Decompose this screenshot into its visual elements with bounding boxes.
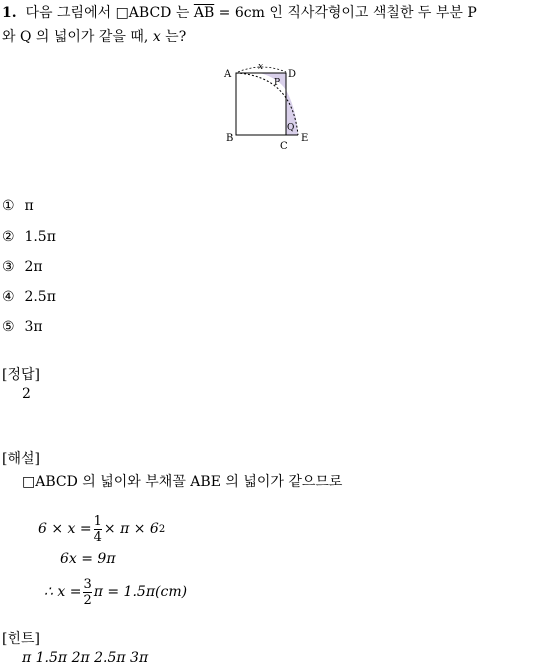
answer-value: 2 [22, 386, 31, 402]
shaded-region-p [260, 73, 286, 90]
label-c: C [280, 141, 288, 152]
equation-2: 6x = 9π [60, 551, 116, 567]
label-q: Q [287, 123, 295, 133]
choice-mark: ⑤ [2, 319, 15, 335]
question-text-1b: = 6cm 인 직사각형이고 색칠한 두 부분 P [214, 5, 477, 21]
solution-header: [해설] [2, 451, 40, 467]
fraction-numerator: 1 [93, 513, 102, 529]
equation-3 [44, 572, 187, 612]
choice-text: π [24, 198, 34, 214]
choice-1[interactable] [2, 198, 34, 214]
geometry-figure [218, 60, 318, 152]
eq1-left: 6 × x = [38, 521, 92, 537]
fraction-1-4 [94, 514, 102, 545]
choice-mark: ① [2, 198, 15, 214]
question-text-2a: 와 Q 의 넓이가 같을 때, [2, 29, 153, 45]
label-b: B [226, 133, 234, 144]
eq1-right: × π × 6 [103, 521, 159, 537]
choice-2[interactable] [2, 229, 56, 245]
choice-text: 3π [24, 319, 43, 335]
hint-header: [힌트] [2, 631, 40, 647]
eq1-exponent: 2 [158, 523, 166, 535]
choice-mark: ④ [2, 289, 15, 305]
hint-text: π 1.5π 2π 2.5π 3π [22, 650, 149, 666]
solution-text: □ABCD 의 넓이와 부채꼴 ABE 의 넓이가 같으므로 [22, 474, 343, 490]
label-d: D [288, 69, 297, 80]
choice-text: 2π [24, 259, 43, 275]
choice-mark: ② [2, 229, 15, 245]
question-line-1 [2, 2, 477, 24]
equation-1 [38, 510, 165, 548]
variable-x: x [152, 29, 161, 45]
question-line-2 [2, 26, 186, 48]
eq3-right: π = 1.5π(cm) [93, 584, 188, 600]
segment-ab: $\overline{AB}$ [193, 5, 215, 21]
choice-4[interactable] [2, 289, 56, 305]
choice-5[interactable] [2, 319, 43, 335]
fraction-denominator: 2 [83, 592, 92, 608]
fraction-numerator: 3 [83, 576, 92, 592]
answer-header: [정답] [2, 367, 40, 383]
choice-text: 1.5π [24, 229, 56, 245]
choice-text: 2.5π [24, 289, 56, 305]
fraction-denominator: 4 [93, 529, 102, 545]
label-x: x [258, 62, 264, 72]
label-p: P [274, 78, 281, 88]
question-number: 1. [2, 5, 17, 21]
eq3-left: ∴ x = [44, 584, 82, 600]
choice-3[interactable] [2, 259, 43, 275]
fraction-3-2 [83, 577, 91, 608]
choice-mark: ③ [2, 259, 15, 275]
question-text-1a: 다음 그림에서 □ABCD 는 [25, 5, 194, 21]
label-e: E [301, 133, 309, 144]
question-text-2b: 는? [160, 29, 187, 45]
label-a: A [224, 69, 232, 80]
